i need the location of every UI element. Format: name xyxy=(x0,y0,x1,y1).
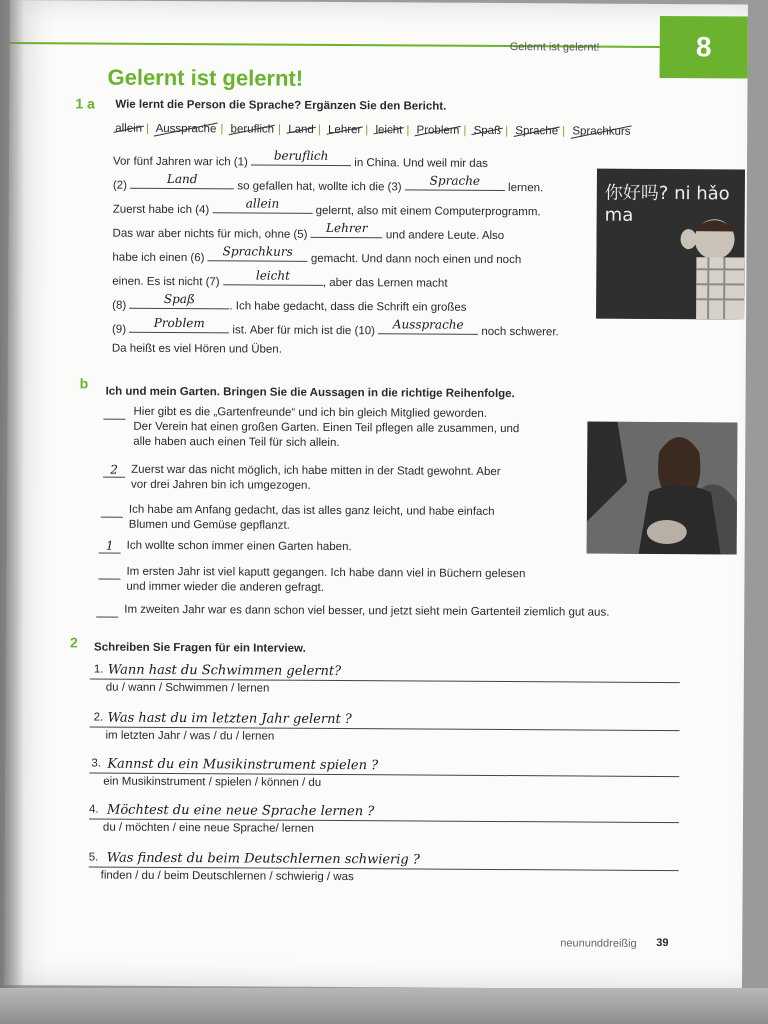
exercise-1a-number: 1 a xyxy=(75,95,95,112)
answer-line[interactable]: 1. Wann hast du Schwimmen gelernt? xyxy=(90,661,680,684)
ordering-item: Ich habe am Anfang gedacht, das ist alles ganz leicht, und habe einfach Blumen und Gemüse gepflanzt. xyxy=(101,505,123,523)
order-input[interactable] xyxy=(96,605,118,618)
ordering-item: 2 Zuerst war das nicht möglich, ich habe mitten in der Stadt gewohnt. Aber vor drei Jahren bin ich umgezogen. xyxy=(103,465,125,483)
photo-man-chalkboard xyxy=(596,169,745,320)
question-prompt: du / möchten / eine neue Sprache/ lernen xyxy=(102,821,314,835)
word-box-item: Problem xyxy=(416,124,460,137)
question-prompt: ein Musikinstrument / spielen / können / du xyxy=(103,775,322,789)
word-box-item: Spaß xyxy=(473,124,502,138)
running-title: Gelernt ist gelernt! xyxy=(509,41,600,54)
page-number-word: neununddreißig xyxy=(560,937,637,950)
text-line: (8) Spaß . Ich habe gedacht, dass die Schrift ein großes xyxy=(112,291,467,314)
word-box-item: Sprachkurs xyxy=(572,125,631,138)
exercise-1b-instruction: Ich und mein Garten. Bringen Sie die Aussagen in die richtige Reihenfolge. xyxy=(105,385,515,401)
order-input[interactable] xyxy=(103,407,125,420)
order-input[interactable]: 1 xyxy=(99,541,121,554)
blank-9[interactable]: Problem xyxy=(129,319,229,334)
exercise-1a-instruction: Wie lernt die Person die Sprache? Ergänzen Sie den Bericht. xyxy=(115,98,447,113)
question-row xyxy=(89,754,679,792)
word-box-item: allein xyxy=(115,122,143,135)
page-number: 39 xyxy=(656,936,669,950)
word-box-item: beruflich xyxy=(230,123,275,136)
text-line: habe ich einen (6) Sprachkurs gemacht. Und dann noch einen und noch xyxy=(112,243,522,267)
ordering-item: Hier gibt es die „Gartenfreunde“ und ich bin gleich Mitglied geworden. Der Verein hat einen großen Garten. Einen Teil pflegen alle zusammen, und alle haben auch einen Teil für sich allein. xyxy=(103,407,125,425)
blank-10[interactable]: Aussprache xyxy=(378,320,478,335)
exercise-2-instruction: Schreiben Sie Fragen für ein Interview. xyxy=(94,641,306,655)
order-input[interactable]: 2 xyxy=(103,465,125,478)
workbook-page xyxy=(4,0,748,989)
blank-7[interactable]: leicht xyxy=(223,271,323,286)
question-row xyxy=(89,848,679,886)
text-line: Zuerst habe ich (4) allein gelernt, also mit einem Computerprogramm. xyxy=(112,196,541,219)
ordering-item: Im ersten Jahr ist viel kaputt gegangen. Ich habe dann viel in Büchern gelesen und immer wieder die anderen gefragt. xyxy=(98,567,120,585)
question-row xyxy=(89,708,679,746)
question-prompt: finden / du / beim Deutschlernen / schwierig / was xyxy=(100,869,354,884)
scan-bottom-edge xyxy=(0,988,768,1024)
answer-line[interactable]: 5. Was findest du beim Deutschlernen schwierig ? xyxy=(89,848,679,871)
scan-edge-shadow xyxy=(0,0,24,1024)
ordering-item: 1 Ich wollte schon immer einen Garten haben. xyxy=(99,541,121,559)
text-line: (2) Land so gefallen hat, wollte ich die (3) Sprache lernen. xyxy=(112,171,544,195)
word-box-item: Lehrer xyxy=(328,123,362,137)
blank-6[interactable]: Sprachkurs xyxy=(208,247,308,262)
text-line: Da heißt es viel Hören und Üben. xyxy=(111,342,282,356)
blank-1[interactable]: beruflich xyxy=(251,151,351,166)
answer-line[interactable]: 2. Was hast du im letzten Jahr gelernt ? xyxy=(90,708,680,731)
word-box-item: Land xyxy=(288,123,314,136)
chapter-number: 8 xyxy=(660,16,748,79)
answer-line[interactable]: 3. Kannst du ein Musikinstrument spielen ? xyxy=(89,754,679,777)
word-box-item: Sprache xyxy=(515,125,559,138)
text-line: Vor fünf Jahren war ich (1) beruflich in China. Und weil mir das xyxy=(112,148,488,170)
text-line: einen. Es ist nicht (7) leicht , aber das Lernen macht xyxy=(112,268,448,290)
page-title: Gelernt ist gelernt! xyxy=(107,64,304,91)
word-box-item: leicht xyxy=(375,124,403,137)
question-row xyxy=(90,661,680,699)
question-row xyxy=(89,800,679,838)
question-prompt: im letzten Jahr / was / du / lernen xyxy=(105,729,275,743)
blank-3[interactable]: Sprache xyxy=(405,176,505,191)
text-line: Das war aber nichts für mich, ohne (5) Lehrer und andere Leute. Also xyxy=(112,220,505,243)
word-box-item: Aussprache xyxy=(155,122,217,136)
answer-line[interactable]: 4. Möchtest du eine neue Sprache lernen ? xyxy=(89,800,679,823)
blank-8[interactable]: Spaß xyxy=(129,295,229,310)
blank-2[interactable]: Land xyxy=(130,175,234,190)
blank-5[interactable]: Lehrer xyxy=(311,224,383,238)
exercise-2-number: 2 xyxy=(70,634,78,651)
order-input[interactable] xyxy=(98,567,120,580)
text-line: (9) Problem ist. Aber für mich ist die (10) Aussprache noch schwerer. xyxy=(111,315,559,339)
order-input[interactable] xyxy=(101,505,123,518)
exercise-1b-label: b xyxy=(79,375,89,392)
question-prompt: du / wann / Schwimmen / lernen xyxy=(105,681,270,695)
chalkboard-writing: 你好吗? ni hǎo ma xyxy=(604,182,730,226)
blank-4[interactable]: allein xyxy=(212,199,312,214)
photo-woman-garden xyxy=(587,422,738,555)
ordering-item: Im zweiten Jahr war es dann schon viel besser, und jetzt sieht mein Gartenteil ziemlich gut aus. xyxy=(96,605,118,623)
word-box: allein | Aussprache | beruflich | Land | Lehrer | leicht | Problem | Spaß | Sprache | Sprachkurs xyxy=(115,122,631,138)
